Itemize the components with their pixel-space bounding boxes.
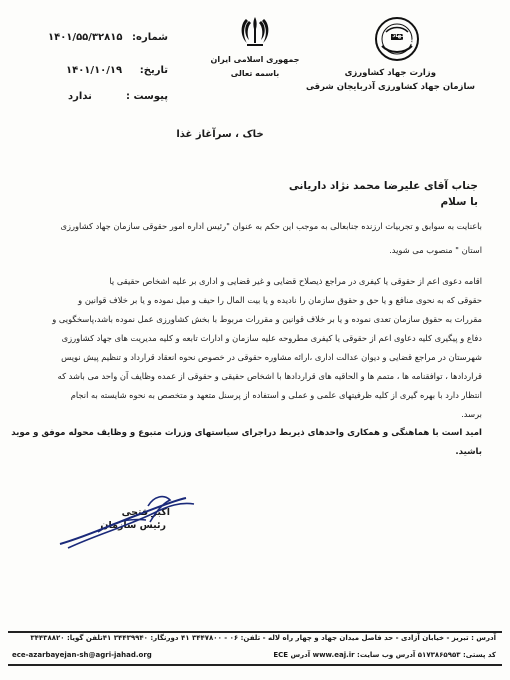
attachment-row <box>20 85 170 105</box>
country-name: جمهوری اسلامی ایران <box>210 55 300 64</box>
organization-name: سازمان جهاد کشاورزی آذربایجان شرقی <box>305 82 475 92</box>
letter-body <box>11 220 482 458</box>
body-line: استان " منصوب می شوید. <box>389 245 482 255</box>
footer-divider <box>8 631 502 633</box>
body-line: انتظار دارد با بهره گیری از کلیه ظرفیتهای علمی و عملی و استفاده از پرسنل متعهد و متخصص به نحوه شایسته به انجام <box>70 390 482 400</box>
date-label: تاریخ: <box>139 65 168 76</box>
footer-address: آدرس : تبریز - خیابان آزادی - حد فاصل میدان جهاد و چهار راه لاله - تلفن: ۰۶ - ۳۴۴۷۸۰۰ ۴۱ دورنگار: ۳۴۴۳۹۹۴۰ ۴۱تلفن گویا: ۳۴۴۳۸۸۲۰ <box>30 634 496 642</box>
body-line: برسد. <box>461 409 482 419</box>
signatory-title: رئیس سازمان <box>100 520 166 531</box>
body-line: مقررات به حقوق سازمان تعدی نموده و یا بر خلاف قوانین و مقررات مربوط با بخش کشاورزی عمل نموده باشد،پاسخگویی و <box>52 314 482 324</box>
letter-meta <box>20 30 170 105</box>
attachment-label: پیوست : <box>125 91 168 102</box>
body-line: امید است با هماهنگی و همکاری واحدهای ذیربط دراجرای سیاستهای وزرات متبوع و وظایف محوله موفق و موید <box>11 428 482 438</box>
greeting-text: با سلام <box>440 196 478 208</box>
number-label: شماره: <box>132 32 168 43</box>
body-line: قراردادها ، توافقنامه ها ، متمم ها و الحاقیه های قراردادها با اشخاص حقیقی و حقوقی از عمده وظایف آن واحد می باشد که <box>57 371 482 381</box>
ministry-name: وزارت جهاد کشاورزی <box>344 68 436 78</box>
slogan-text: خاک ، سرآغاز غذا <box>176 129 264 140</box>
body-line: اقامه دعوی اعم از حقوقی یا کیفری در مراجع ذیصلاح قضایی و غیر قضایی و اداری بر علیه اشخاص حقیقی یا <box>109 276 482 286</box>
footer-bottom-divider <box>8 664 502 666</box>
body-line: دفاع و پیگیری کلیه دعاوی اعم از حقوقی یا کیفری مطروحه علیه سازمان و ادارات تابعه و کلیه مدیریت های جهاد کشاورزی <box>61 333 482 343</box>
date-value: ۱۴۰۱/۱۰/۱۹ <box>66 65 123 76</box>
footer-postal-web: کد پستی: ۵۱۷۳۸۶۵۹۵۳ آدرس وب سایت: www.eaj.ir آدرس ECE <box>273 651 496 659</box>
number-value: ۱۴۰۱/۵۵/۳۲۸۱۵ <box>48 32 123 43</box>
signature-scribble <box>58 492 198 552</box>
invocation-text: باسمه تعالی <box>230 69 280 78</box>
addressee-name: جناب آقای علیرضا محمد نژاد داریانی <box>288 180 478 192</box>
iran-emblem-icon <box>237 13 273 49</box>
body-line: حقوقی که به نحوی منافع و یا حق و حقوق سازمان را نادیده و یا بیت المال را حیف و میل نموده و یا بر خلاف قوانین و <box>78 295 482 305</box>
body-line: باشید. <box>455 447 482 457</box>
logo-text: جهاد کشاورزی <box>385 32 413 46</box>
signatory-name: اکبر فتحی <box>121 507 170 518</box>
date-row <box>20 65 170 85</box>
body-line: باعنایت به سوابق و تجربیات ارزنده جنابعالی به موجب این حکم به عنوان "رئیس اداره امور حقوقی سازمان جهاد کشاورزی <box>60 221 482 231</box>
body-line: شهرستان در مراجع قضایی و دیوان عدالت اداری ،ارائه مشاوره حقوقی در خصوص نحوه انعقاد قرارداد و تنظیم پیش نویس <box>61 352 482 362</box>
attachment-value: ندارد <box>68 91 92 102</box>
footer-email: ece-azarbayejan-sh@agri-jahad.org <box>12 651 152 659</box>
number-row <box>20 30 170 50</box>
